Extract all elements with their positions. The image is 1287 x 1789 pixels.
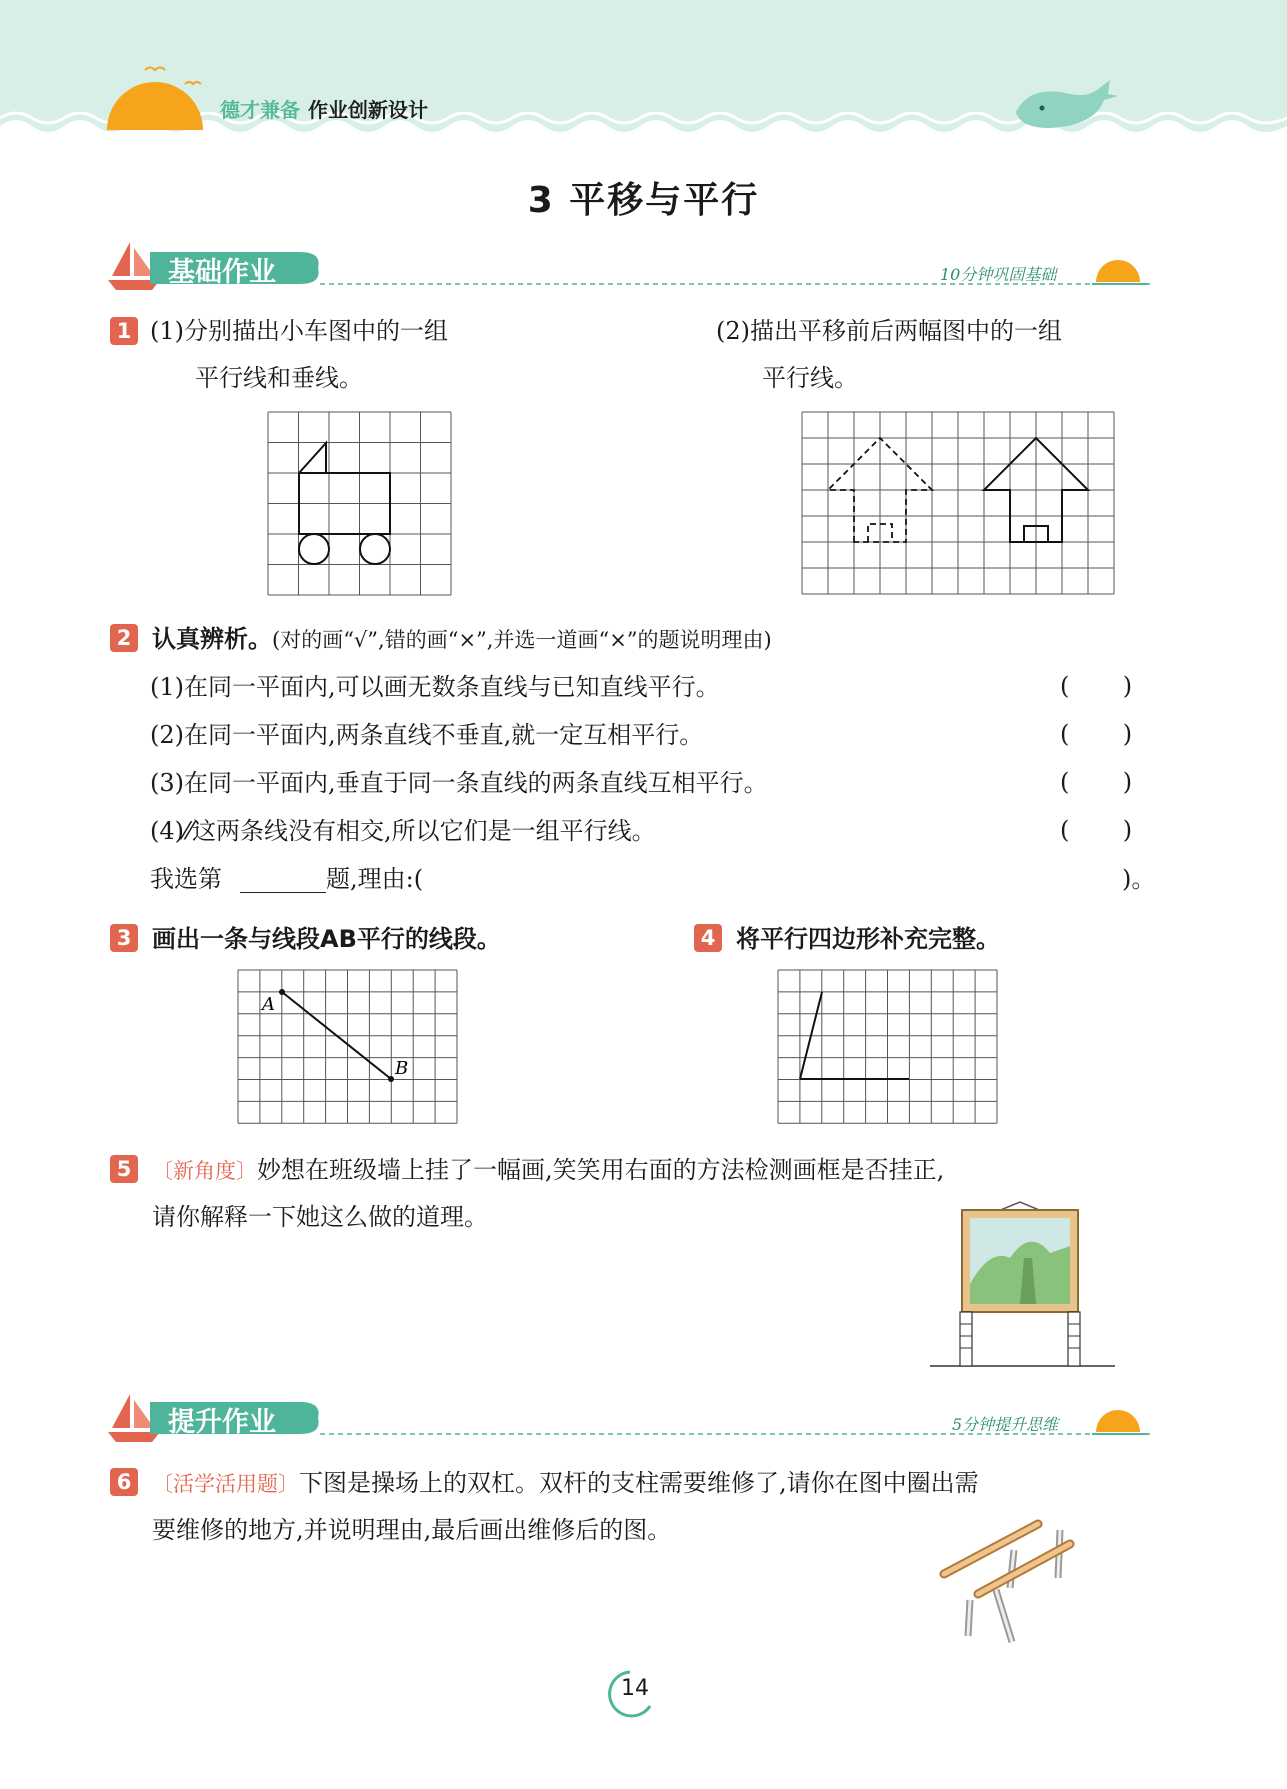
q6-line2: 要维修的地方,并说明理由,最后画出维修后的图。 [152, 1516, 672, 1544]
q4-text: 将平行四边形补充完整。 [736, 925, 1000, 953]
q1-part1-line1: (1)分别描出小车图中的一组 [150, 317, 448, 345]
q2-item-4: (4)⁄⁄这两条线没有相交,所以它们是一组平行线。 [150, 817, 656, 845]
q5-line2: 请你解释一下她这么做的道理。 [152, 1203, 488, 1231]
point-b [388, 1076, 394, 1082]
q2-number: 2 [110, 624, 138, 652]
q2-item-1: (1)在同一平面内,可以画无数条直线与已知直线平行。 [150, 673, 720, 701]
brand-black: 作业创新设计 [308, 98, 428, 122]
sun-icon [105, 62, 205, 132]
q5-number: 5 [110, 1155, 138, 1183]
brand-green: 德才兼备 [220, 98, 300, 122]
q2-choose-end: )。 [1122, 865, 1156, 893]
section2-sub: 5分钟提升思维 [952, 1415, 1059, 1434]
page-number: 14 [621, 1676, 649, 1701]
q6-tag: 〔活学活用题〕 [152, 1472, 299, 1496]
section2-label: 提升作业 [168, 1407, 276, 1438]
q5-tag: 〔新角度〕 [152, 1159, 257, 1183]
q2-item-3: (3)在同一平面内,垂直于同一条直线的两条直线互相平行。 [150, 769, 768, 797]
q2-choose-prefix: 我选第 [150, 865, 222, 893]
q1-part2-line1: (2)描出平移前后两幅图中的一组 [716, 317, 1062, 345]
q2-reason-field[interactable] [460, 892, 1120, 893]
q2-choose-mid: 题,理由:( [326, 865, 424, 893]
q2-answer-3[interactable]: ( ) [1060, 768, 1133, 796]
parallel-bars-illustration[interactable] [940, 1518, 1075, 1648]
sunset-icon [1092, 252, 1148, 286]
q6-line1-text: 下图是操场上的双杠。双杆的支柱需要维修了,请你在图中圈出需 [299, 1469, 979, 1497]
car-grid[interactable] [268, 412, 453, 597]
q2-choose-blank[interactable] [240, 892, 326, 893]
car-body [299, 443, 390, 534]
parallelogram-grid[interactable] [778, 970, 997, 1124]
q3-text: 画出一条与线段AB平行的线段。 [152, 925, 501, 953]
q5-line1-text: 妙想在班级墙上挂了一幅画,笑笑用右面的方法检测画框是否挂正, [257, 1156, 945, 1184]
q2-answer-2[interactable]: ( ) [1060, 720, 1133, 748]
q6-line1 [152, 1468, 979, 1499]
house-grid[interactable] [802, 412, 1117, 597]
q1-part2-line2: 平行线。 [762, 364, 858, 392]
label-b: B [395, 1058, 409, 1079]
page-title: 3 平移与平行 [527, 180, 760, 221]
ab-grid[interactable] [238, 970, 458, 1124]
q2-instruction: (对的画“√”,错的画“×”,并选一道画“×”的题说明理由) [272, 628, 772, 652]
section1-sub: 10分钟巩固基础 [940, 265, 1057, 284]
q2-heading [152, 624, 772, 655]
brand [220, 94, 428, 123]
q4-number: 4 [694, 924, 722, 952]
whale-icon [1010, 76, 1120, 136]
section1-label: 基础作业 [168, 257, 276, 288]
q6-number: 6 [110, 1468, 138, 1496]
q1-number: 1 [110, 317, 138, 345]
car-wheel-left [299, 534, 329, 564]
q1-part1-line2: 平行线和垂线。 [195, 364, 363, 392]
car-wheel-right [360, 534, 390, 564]
hanging-painting-illustration [920, 1198, 1120, 1370]
q2-title: 认真辨析。 [152, 625, 272, 653]
q2-item-2: (2)在同一平面内,两条直线不垂直,就一定互相平行。 [150, 721, 704, 749]
point-a [279, 989, 285, 995]
q3-number: 3 [110, 924, 138, 952]
sunset-icon [1092, 1402, 1148, 1436]
label-a: A [262, 994, 275, 1015]
q2-answer-4[interactable]: ( ) [1060, 816, 1133, 844]
q5-line1 [152, 1155, 944, 1186]
q2-answer-1[interactable]: ( ) [1060, 672, 1133, 700]
